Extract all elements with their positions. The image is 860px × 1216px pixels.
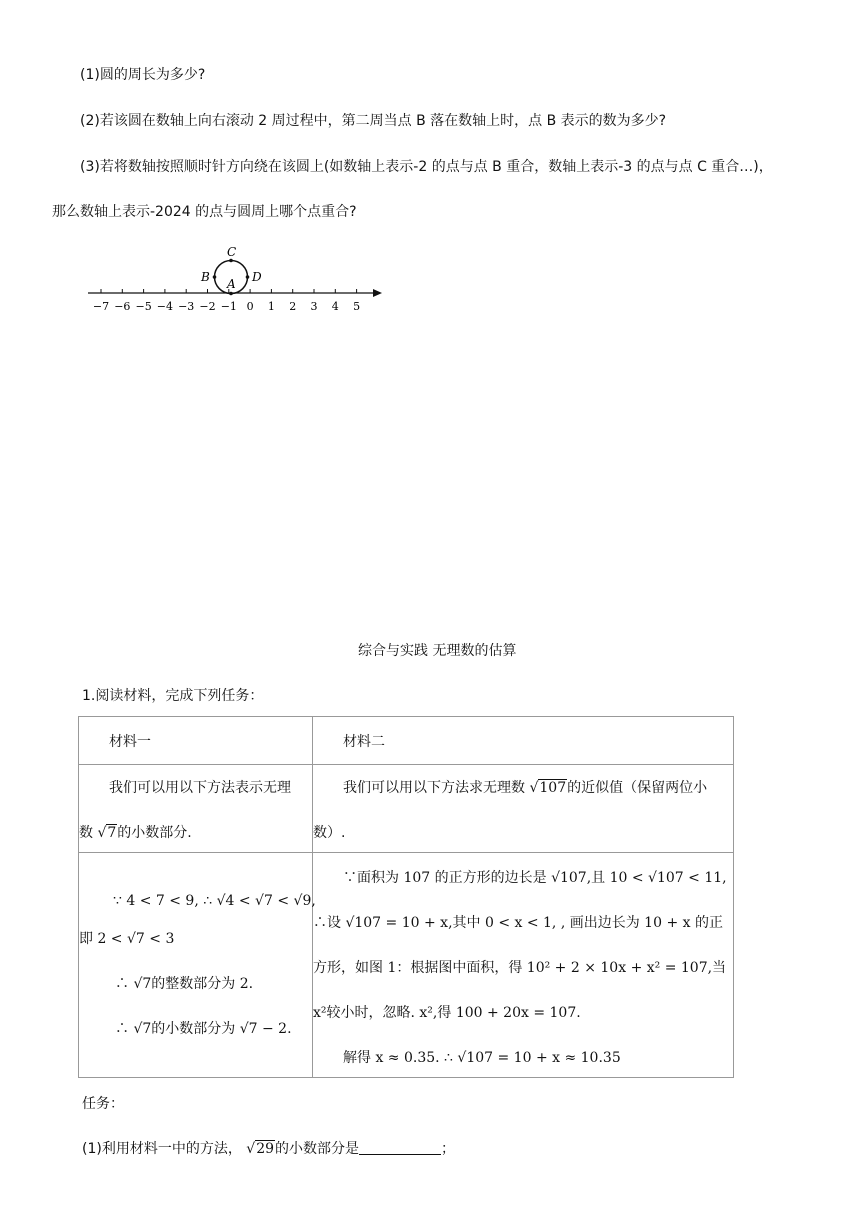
material-2-line-1: [343, 779, 707, 797]
material-1-line-2: [79, 824, 192, 842]
row3-col2-line-1: ∵面积为 107 的正方形的边长是 √107,且 10 < √107 < 11,: [343, 870, 727, 886]
tick-label: 0: [246, 300, 254, 313]
section-title: 综合与实践 无理数的估算: [358, 643, 517, 659]
table-divider-row-2: [79, 852, 733, 853]
answer-blank[interactable]: [359, 1140, 441, 1155]
tick-label: 4: [331, 300, 339, 313]
point-a-dot: [229, 292, 233, 296]
tasks-label: 任务：: [82, 1096, 124, 1112]
tick-label: 1: [267, 300, 275, 313]
task-1-text-2: 的小数部分是: [275, 1141, 360, 1157]
table-divider-row-1: [79, 764, 733, 765]
label-a: A: [227, 277, 236, 291]
header-material-2: 材料二: [343, 734, 385, 750]
tick-label: −6: [114, 300, 131, 313]
question-2: (2)若该圆在数轴上向右滚动 2 周过程中，第二周当点 B 落在数轴上时，点 B 表示的数为多少?: [80, 113, 667, 129]
point-c-dot: [229, 259, 233, 263]
row3-col2-line-3: 方形，如图 1：根据图中面积，得 10² + 2 × 10x + x² = 107,当: [313, 960, 727, 976]
sqrt-29: √29: [246, 1141, 275, 1157]
axis-arrow-icon: [373, 289, 382, 297]
row3-col2-line-4: x²较小时，忽略. x²,得 100 + 20x = 107.: [313, 1005, 581, 1021]
tick-label: −1: [220, 300, 237, 313]
label-d: D: [252, 270, 262, 284]
tick-label: 5: [353, 300, 361, 313]
task-1: [82, 1140, 455, 1158]
sqrt-107: √107: [529, 780, 567, 796]
row3-col1-line-2: 即 2 < √7 < 3: [79, 931, 175, 947]
materials-table: [78, 716, 734, 1078]
material-2-text-end: 的近似值（保留两位小: [567, 780, 708, 796]
row3-col1-line-4: ∴ √7的小数部分为 √7 − 2.: [115, 1021, 292, 1037]
tick-label: 3: [310, 300, 318, 313]
tick-label: −7: [92, 300, 110, 313]
section-intro: 1.阅读材料，完成下列任务：: [82, 688, 264, 704]
tick-label: −2: [199, 300, 216, 313]
material-2-text: 我们可以用以下方法求无理数: [343, 780, 530, 796]
material-1-line-1: 我们可以用以下方法表示无理: [109, 780, 291, 796]
material-1-text-end: 的小数部分.: [117, 825, 192, 841]
row3-col1-line-3: ∴ √7的整数部分为 2.: [115, 976, 254, 992]
row3-col2-line-5: 解得 x ≈ 0.35. ∴ √107 = 10 + x ≈ 10.35: [343, 1050, 621, 1066]
row3-col1-line-1: ∵ 4 < 7 < 9, ∴ √4 < √7 < √9,: [113, 893, 316, 909]
sqrt-7: √7: [97, 825, 117, 841]
tick-label: −3: [178, 300, 195, 313]
label-c: C: [227, 245, 237, 259]
point-b-dot: [213, 275, 217, 279]
number-line-figure: [84, 240, 388, 315]
task-1-end: ；: [441, 1141, 456, 1157]
label-b: B: [201, 270, 210, 284]
material-2-line-2: 数）.: [313, 825, 346, 841]
material-1-text: 数: [79, 825, 98, 841]
point-d-dot: [246, 275, 250, 279]
question-3-line-2: 那么数轴上表示-2024 的点与圆周上哪个点重合?: [52, 204, 357, 220]
row3-col2-line-2: ∴设 √107 = 10 + x,其中 0 < x < 1, , 画出边长为 10 + x 的正: [313, 915, 723, 931]
question-3-line-1: (3)若将数轴按照顺时针方向绕在该圆上(如数轴上表示-2 的点与点 B 重合，数轴上表示-3 的点与点 C 重合…)，: [80, 159, 773, 175]
tick-label: 2: [289, 300, 297, 313]
task-1-text: (1)利用材料一中的方法，: [82, 1141, 247, 1157]
header-material-1: 材料一: [109, 734, 151, 750]
tick-label: −4: [156, 300, 174, 313]
tick-label: −5: [135, 300, 152, 313]
question-1: (1)圆的周长为多少?: [80, 67, 206, 83]
